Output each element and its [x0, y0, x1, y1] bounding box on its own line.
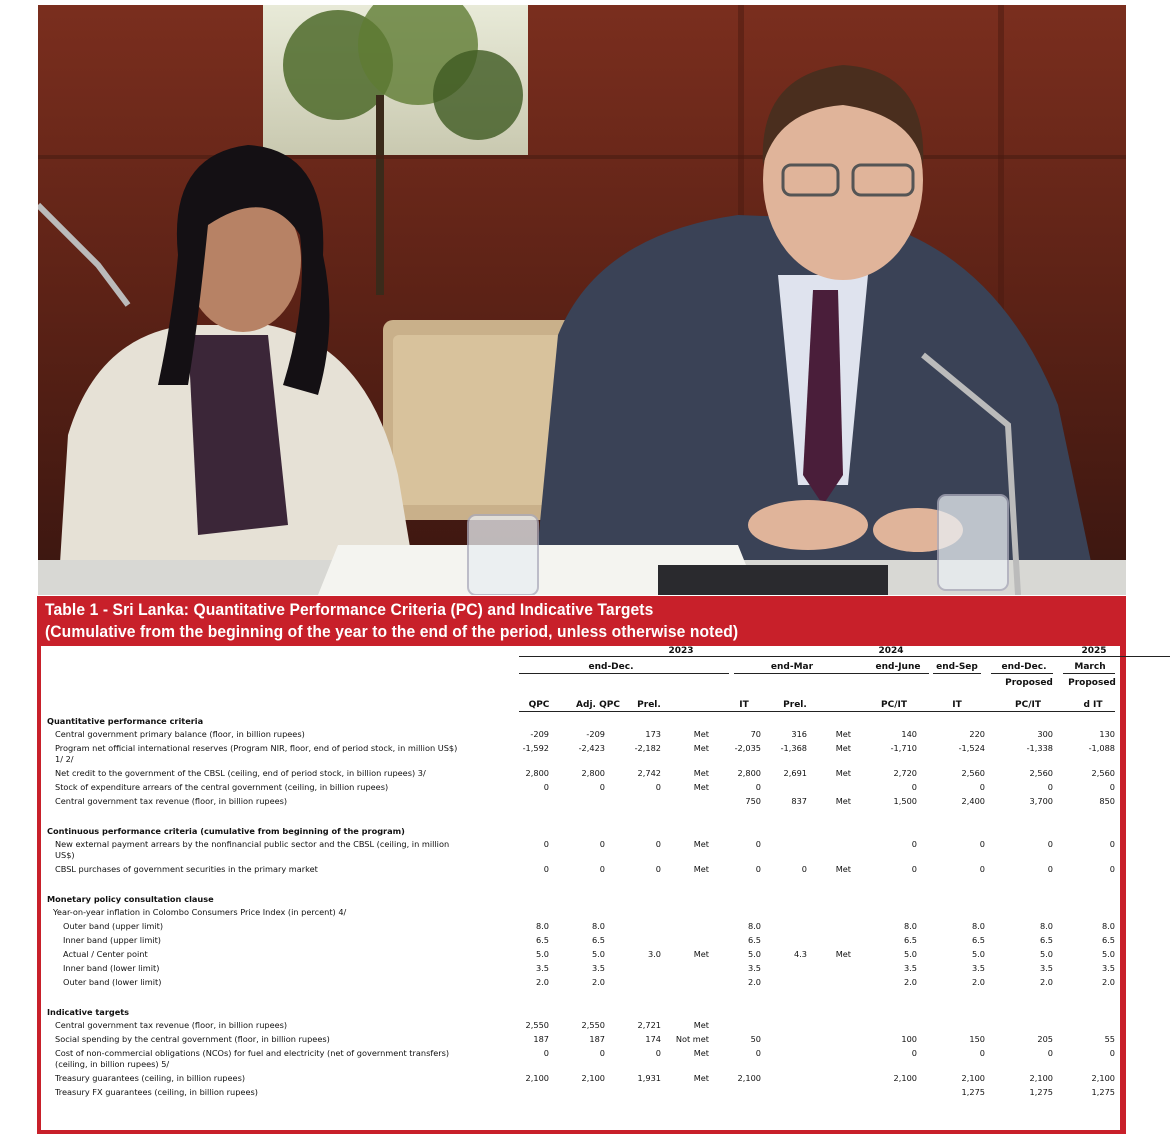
table-cell: 6.5 [747, 935, 761, 945]
table-cell: 2,800 [737, 768, 761, 778]
table-cell: 6.5 [971, 935, 985, 945]
row-label: Stock of expenditure arrears of the central government (ceiling, in billion rupees) [55, 782, 389, 792]
table-cell: 0 [911, 864, 917, 874]
table-cell: 0 [979, 839, 985, 849]
table-cell: 2,100 [581, 1073, 605, 1083]
table-cell: 0 [543, 782, 549, 792]
period-label: end-Dec. [1001, 662, 1047, 672]
table-cell: Met [835, 949, 851, 959]
table-cell: 1,275 [1029, 1087, 1053, 1097]
section-heading: Indicative targets [47, 1007, 130, 1017]
table-cell: 2,721 [637, 1020, 661, 1030]
table-cell: 0 [755, 839, 761, 849]
row-label-continued: US$) [55, 850, 75, 860]
table-cell: 4.3 [793, 949, 807, 959]
row-label: Inner band (upper limit) [63, 935, 161, 945]
table-cell: Met [693, 768, 709, 778]
table-cell: 70 [750, 729, 761, 739]
row-label: Net credit to the government of the CBSL (ceiling, end of period stock, in billion rupees) 3/ [55, 768, 426, 778]
year-2024: 2024 [878, 646, 904, 656]
table-cell: 50 [750, 1034, 761, 1044]
table-cell: 0 [1109, 1048, 1115, 1058]
table-cell: 2,800 [525, 768, 549, 778]
table-cell: 6.5 [903, 935, 917, 945]
table-cell: 0 [979, 782, 985, 792]
table-cell: 2,550 [581, 1020, 605, 1030]
table-cell: 5.0 [747, 949, 761, 959]
performance-table-panel [37, 596, 1126, 1134]
table-cell: 5.0 [971, 949, 985, 959]
table-cell: 0 [979, 1048, 985, 1058]
table-cell: 1,931 [637, 1073, 661, 1083]
table-cell: 173 [645, 729, 661, 739]
column-header: Prel. [637, 700, 661, 710]
table-cell: 2,550 [525, 1020, 549, 1030]
meeting-photo [38, 5, 1126, 595]
header-rule [867, 673, 929, 674]
year-2025: 2025 [1081, 646, 1107, 656]
table-cell: 0 [801, 864, 807, 874]
row-label: Central government tax revenue (floor, in billion rupees) [55, 796, 288, 806]
table-cell: 850 [1099, 796, 1115, 806]
table-cell: 5.0 [535, 949, 549, 959]
table-cell: 5.0 [1039, 949, 1053, 959]
header-rule [519, 673, 729, 674]
table-cell: -2,423 [578, 743, 605, 753]
table-cell: 2,742 [637, 768, 661, 778]
table-cell: Met [835, 729, 851, 739]
table-cell: 8.0 [591, 921, 605, 931]
table-cell: 2,100 [961, 1073, 985, 1083]
column-header: PC/IT [1015, 700, 1041, 710]
table-cell: 2,100 [525, 1073, 549, 1083]
table-cell: 6.5 [1039, 935, 1053, 945]
table-cell: 2,560 [1091, 768, 1115, 778]
table-cell: 0 [1047, 864, 1053, 874]
table-cell: 2,100 [1029, 1073, 1053, 1083]
table-cell: 2.0 [971, 977, 985, 987]
table-cell: Met [693, 782, 709, 792]
table-cell: 3.5 [591, 963, 605, 973]
table-cell: 2,800 [581, 768, 605, 778]
row-label-continued: 1/ 2/ [55, 754, 74, 764]
column-header: PC/IT [881, 700, 907, 710]
table-cell: 174 [645, 1034, 661, 1044]
table-cell: -1,592 [522, 743, 549, 753]
row-label: Central government tax revenue (floor, in billion rupees) [55, 1020, 288, 1030]
header-rule [519, 711, 1115, 712]
row-label: Treasury guarantees (ceiling, in billion rupees) [55, 1073, 246, 1083]
table-cell: 0 [543, 1048, 549, 1058]
table-cell: 750 [745, 796, 761, 806]
proposed-label: Proposed [1068, 678, 1116, 688]
period-label: end-June [875, 662, 921, 672]
table-cell: -209 [586, 729, 605, 739]
table-cell: 0 [911, 782, 917, 792]
criteria-table [41, 646, 1120, 1130]
row-label-continued: (ceiling, in billion rupees) 5/ [55, 1059, 170, 1069]
row-label: Social spending by the central government (floor, in billion rupees) [55, 1034, 330, 1044]
table-cell: 6.5 [1101, 935, 1115, 945]
table-cell: 1,275 [961, 1087, 985, 1097]
table-cell: 205 [1037, 1034, 1053, 1044]
table-cell: 3.0 [647, 949, 661, 959]
year-2023: 2023 [668, 646, 694, 656]
table-body [41, 646, 1120, 1130]
table-cell: 3.5 [1039, 963, 1053, 973]
table-cell: Met [835, 743, 851, 753]
table-title-line1: Table 1 - Sri Lanka: Quantitative Performance Criteria (PC) and Indicative Targets [45, 600, 654, 619]
table-cell: 2.0 [1101, 977, 1115, 987]
table-cell: 0 [599, 839, 605, 849]
table-cell: 6.5 [535, 935, 549, 945]
table-cell: 316 [791, 729, 807, 739]
header-rule [933, 673, 981, 674]
table-cell: Met [693, 864, 709, 874]
table-cell: 100 [901, 1034, 917, 1044]
table-cell: 8.0 [535, 921, 549, 931]
table-cell: 8.0 [903, 921, 917, 931]
column-header: IT [952, 700, 962, 710]
table-cell: 5.0 [1101, 949, 1115, 959]
table-cell: 0 [655, 1048, 661, 1058]
table-cell: 300 [1037, 729, 1053, 739]
table-cell: 6.5 [591, 935, 605, 945]
table-title [45, 599, 738, 643]
period-label: end-Sep [936, 662, 978, 672]
table-cell: 5.0 [591, 949, 605, 959]
table-cell: 3.5 [1101, 963, 1115, 973]
table-cell: Met [693, 1073, 709, 1083]
table-cell: 3.5 [903, 963, 917, 973]
table-cell: Met [693, 743, 709, 753]
section-heading: Monetary policy consultation clause [47, 894, 214, 904]
table-cell: Met [693, 949, 709, 959]
table-cell: -2,182 [634, 743, 661, 753]
table-cell: Met [835, 796, 851, 806]
row-label: Actual / Center point [63, 949, 148, 959]
period-label: March [1074, 662, 1106, 672]
column-header: Adj. QPC [576, 700, 620, 710]
table-title-line2: (Cumulative from the beginning of the year to the end of the period, unless otherwise noted) [45, 622, 739, 641]
table-cell: 3.5 [971, 963, 985, 973]
table-cell: 187 [533, 1034, 549, 1044]
header-rule [991, 673, 1053, 674]
table-cell: 0 [911, 1048, 917, 1058]
table-cell: 0 [1047, 839, 1053, 849]
meeting-photo-illustration [38, 5, 1126, 595]
table-cell: 0 [1109, 782, 1115, 792]
table-cell: 2,560 [1029, 768, 1053, 778]
table-cell: 0 [599, 782, 605, 792]
table-cell: -2,035 [734, 743, 761, 753]
table-cell: 1,500 [893, 796, 917, 806]
proposed-label: Proposed [1005, 678, 1053, 688]
table-cell: 0 [655, 782, 661, 792]
table-cell: 2.0 [1039, 977, 1053, 987]
table-cell: 130 [1099, 729, 1115, 739]
table-cell: 837 [791, 796, 807, 806]
column-header: IT [739, 700, 749, 710]
table-cell: Met [693, 839, 709, 849]
table-cell: 150 [969, 1034, 985, 1044]
table-cell: 2.0 [903, 977, 917, 987]
table-cell: 2,100 [1091, 1073, 1115, 1083]
table-cell: 220 [969, 729, 985, 739]
table-cell: 0 [655, 864, 661, 874]
table-cell: 2.0 [747, 977, 761, 987]
row-label: Program net official international reserves (Program NIR, floor, end of period stock, in million US$) [55, 743, 458, 753]
table-cell: 140 [901, 729, 917, 739]
table-cell: -209 [530, 729, 549, 739]
row-label: Outer band (lower limit) [63, 977, 162, 987]
table-cell: 0 [1109, 864, 1115, 874]
table-cell: 1,275 [1091, 1087, 1115, 1097]
table-cell: 2,100 [737, 1073, 761, 1083]
table-cell: 2,720 [893, 768, 917, 778]
row-label: Treasury FX guarantees (ceiling, in billion rupees) [55, 1087, 258, 1097]
row-label: New external payment arrears by the nonfinancial public sector and the CBSL (ceiling, in million [55, 839, 450, 849]
table-cell: 3.5 [535, 963, 549, 973]
table-cell: 8.0 [1101, 921, 1115, 931]
row-label: CBSL purchases of government securities in the primary market [55, 864, 318, 874]
period-label: end-Dec. [588, 662, 634, 672]
table-cell: Met [693, 1048, 709, 1058]
table-cell: 3.5 [747, 963, 761, 973]
table-cell: 0 [1047, 782, 1053, 792]
period-label: end-Mar [770, 662, 814, 672]
table-cell: -1,368 [780, 743, 807, 753]
table-cell: 8.0 [1039, 921, 1053, 931]
table-cell: Not met [675, 1034, 709, 1044]
table-cell: 0 [755, 864, 761, 874]
row-label: Cost of non-commercial obligations (NCOs) for fuel and electricity (net of government transfers) [55, 1048, 450, 1058]
table-cell: 2,400 [961, 796, 985, 806]
table-cell: 2,691 [783, 768, 807, 778]
table-cell: Met [835, 864, 851, 874]
table-cell: 0 [599, 1048, 605, 1058]
table-cell: 2.0 [535, 977, 549, 987]
table-cell: 3,700 [1029, 796, 1053, 806]
column-header: Prel. [783, 700, 807, 710]
section-heading: Continuous performance criteria (cumulative from beginning of the program) [47, 826, 405, 836]
table-cell: 0 [1109, 839, 1115, 849]
table-cell: Met [693, 1020, 709, 1030]
table-cell: -1,338 [1026, 743, 1053, 753]
section-subheading: Year-on-year inflation in Colombo Consumers Price Index (in percent) 4/ [53, 907, 347, 917]
table-cell: 0 [1047, 1048, 1053, 1058]
table-cell: -1,524 [958, 743, 985, 753]
row-label: Central government primary balance (floor, in billion rupees) [55, 729, 305, 739]
table-cell: Met [693, 729, 709, 739]
table-cell: 0 [755, 782, 761, 792]
table-cell: 0 [543, 839, 549, 849]
table-cell: 0 [979, 864, 985, 874]
table-cell: 55 [1104, 1034, 1115, 1044]
table-cell: 0 [655, 839, 661, 849]
section-heading: Quantitative performance criteria [47, 716, 204, 726]
column-header: QPC [528, 700, 550, 710]
table-cell: Met [835, 768, 851, 778]
table-cell: 5.0 [903, 949, 917, 959]
table-cell: -1,088 [1088, 743, 1115, 753]
table-cell: 8.0 [971, 921, 985, 931]
header-rule [1063, 673, 1115, 674]
table-cell: 0 [599, 864, 605, 874]
table-cell: 0 [543, 864, 549, 874]
table-cell: 0 [911, 839, 917, 849]
table-cell: 2,100 [893, 1073, 917, 1083]
row-label: Inner band (lower limit) [63, 963, 160, 973]
table-cell: 2.0 [591, 977, 605, 987]
table-cell: 0 [755, 1048, 761, 1058]
table-cell: -1,710 [890, 743, 917, 753]
table-cell: 8.0 [747, 921, 761, 931]
row-label: Outer band (upper limit) [63, 921, 164, 931]
table-cell: 2,560 [961, 768, 985, 778]
column-header: d IT [1083, 700, 1103, 710]
table-cell: 187 [589, 1034, 605, 1044]
